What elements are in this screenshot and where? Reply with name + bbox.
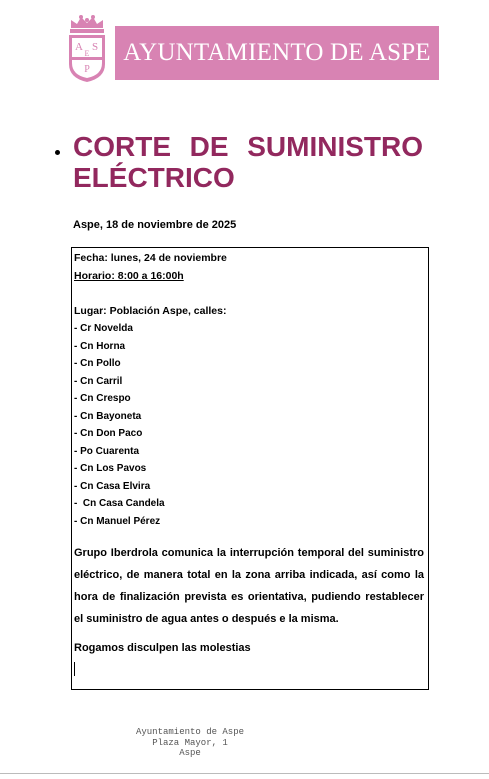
street-item: - Cn Los Pavos bbox=[74, 463, 147, 474]
title-word: CORTE bbox=[73, 131, 171, 162]
street-item: - Cn Bayoneta bbox=[74, 410, 142, 422]
footer-address bbox=[120, 727, 260, 759]
footer-line-2: Plaza Mayor, 1 bbox=[152, 737, 228, 748]
closing-line: Rogamos disculpen las molestias bbox=[74, 642, 251, 654]
horario-line: Horario: 8:00 a 16:00h bbox=[74, 269, 184, 282]
street-item: - Cn Carril bbox=[74, 375, 123, 387]
crest-letter: E bbox=[84, 49, 90, 58]
text-cursor bbox=[74, 662, 75, 676]
street-list bbox=[74, 320, 426, 530]
street-item: - Cn Pollo bbox=[74, 358, 121, 369]
aspe-crest-logo bbox=[65, 14, 109, 84]
date-line: Aspe, 18 de noviembre de 2025 bbox=[73, 219, 237, 231]
document-title bbox=[73, 131, 423, 193]
title-bullet bbox=[55, 150, 60, 155]
street-item: - Cn Manuel Pérez bbox=[74, 515, 161, 527]
street-item: - Cn Casa Elvira bbox=[74, 480, 151, 492]
street-item: - Cn Casa Candela bbox=[74, 498, 165, 509]
lugar-line: Lugar: Población Aspe, calles: bbox=[74, 304, 227, 317]
fecha-line: Fecha: lunes, 24 de noviembre bbox=[74, 252, 227, 264]
title-word: DE bbox=[189, 131, 229, 162]
notice-box[interactable] bbox=[71, 247, 429, 690]
spacer bbox=[74, 285, 426, 303]
org-name: AYUNTAMIENTO DE ASPE bbox=[123, 39, 431, 66]
street-item: - Cn Crespo bbox=[74, 393, 131, 404]
header-banner bbox=[115, 26, 439, 80]
page-divider bbox=[0, 773, 489, 774]
notice-paragraph: Grupo Iberdrola comunica la interrupción temporal del suministro eléctrico, de manera total en la zona arriba indicada, así como la hora de finalización prevista es orientativa, pudiendo restablecer el suministro de agua antes o después e la misma. bbox=[74, 547, 424, 625]
footer-line-1: Ayuntamiento de Aspe bbox=[135, 727, 245, 737]
street-item: - Cn Horna bbox=[74, 340, 126, 352]
crest-letter: P bbox=[84, 64, 90, 75]
crest-letter: A bbox=[75, 41, 83, 53]
title-word: SUMINISTRO bbox=[247, 131, 423, 162]
footer-line-3: Aspe bbox=[179, 748, 201, 758]
crest-letter: S bbox=[91, 41, 99, 53]
title-line-2: ELÉCTRICO bbox=[73, 162, 235, 193]
street-item: - Cn Don Paco bbox=[74, 428, 143, 439]
title-line-1 bbox=[73, 131, 423, 162]
street-item: - Cr Novelda bbox=[74, 323, 133, 334]
street-item: - Po Cuarenta bbox=[74, 445, 140, 457]
